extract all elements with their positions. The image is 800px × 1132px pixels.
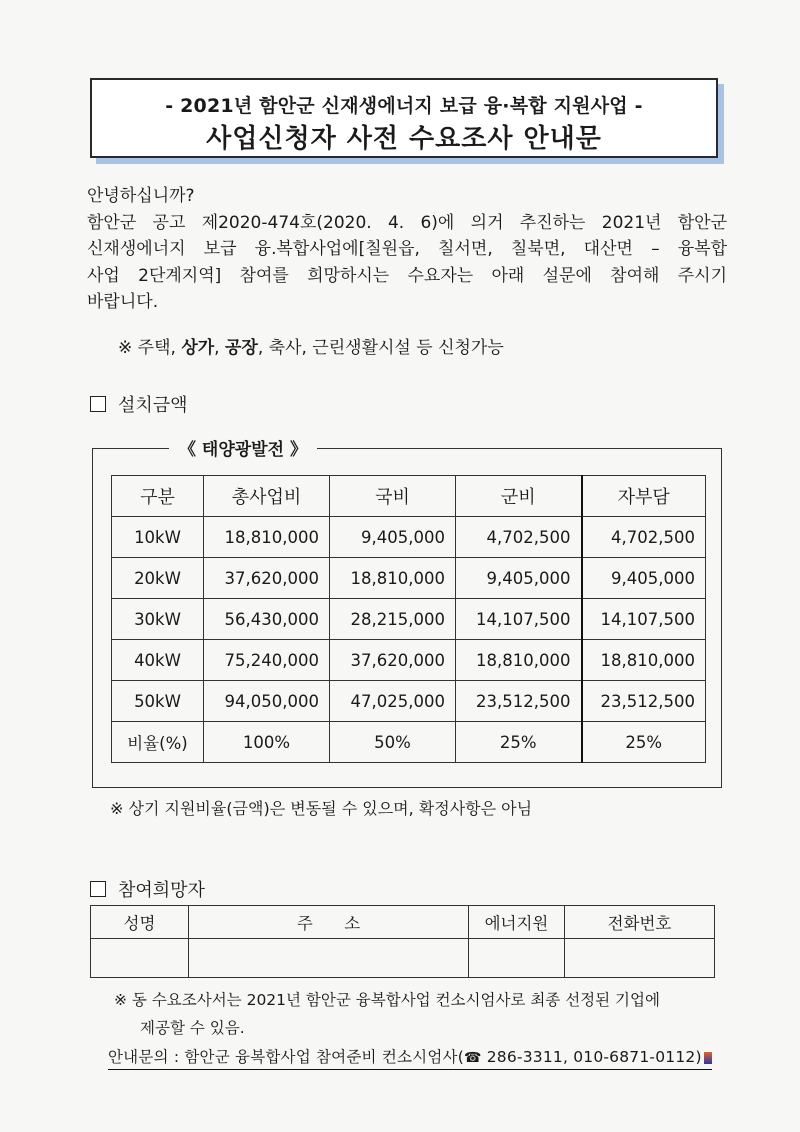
support-ratio-note: ※ 상기 지원비율(금액)은 변동될 수 있으며, 확정사항은 아님 [110,799,533,818]
header-category: 구분 [112,476,204,517]
cell-national: 28,215,000 [330,599,456,640]
cell-county: 18,810,000 [456,640,582,681]
ratio-national: 50% [330,722,456,763]
section-install-amount [90,391,188,417]
cell-self: 23,512,500 [582,681,706,722]
ratio-self: 25% [582,722,706,763]
cell-self: 4,702,500 [582,517,706,558]
header-phone: 전화번호 [565,906,715,939]
participant-header-row [91,906,715,939]
cell-national: 37,620,000 [330,640,456,681]
address-field[interactable] [189,939,469,978]
cell-county: 23,512,500 [456,681,582,722]
section-participant [90,876,205,902]
cell-total: 56,430,000 [204,599,330,640]
cell-national: 9,405,000 [330,517,456,558]
cell-self: 18,810,000 [582,640,706,681]
contact-label: 안내문의 : 함안군 융복합사업 참여준비 컨소시엄사( [108,1048,464,1066]
ratio-row [112,722,706,763]
cell-self: 14,107,500 [582,599,706,640]
header-national: 국비 [330,476,456,517]
header-name: 성명 [91,906,189,939]
note-line-2: 제공할 수 있음. [140,1019,245,1037]
data-sharing-note [114,986,660,1042]
note-line-1: ※ 동 수요조사서는 2021년 함안군 융복합사업 컨소시엄사로 최종 선정된 기업에 [114,991,660,1009]
note-separator: , [214,338,225,358]
note-prefix: ※ 주택, [118,338,182,358]
cell-national: 18,810,000 [330,558,456,599]
cell-self: 9,405,000 [582,558,706,599]
checkbox-icon[interactable] [90,396,106,412]
note-bold-factory: 공장 [224,338,258,358]
header-address: 주 소 [189,906,469,939]
contact-numbers: 286-3311, 010-6871-0112) [481,1048,702,1066]
ratio-county: 25% [456,722,582,763]
row-capacity: 30kW [112,599,204,640]
ratio-label: 비율(%) [112,722,204,763]
row-capacity: 40kW [112,640,204,681]
solar-section-frame [92,440,722,788]
header-energy-source: 에너지원 [469,906,565,939]
eligible-facilities-note [118,333,504,358]
page-title: 사업신청자 사전 수요조사 안내문 [206,124,602,154]
table-row [112,558,706,599]
row-capacity: 20kW [112,558,204,599]
cell-total: 18,810,000 [204,517,330,558]
name-field[interactable] [91,939,189,978]
cell-national: 47,025,000 [330,681,456,722]
checkbox-icon[interactable] [90,881,106,897]
solar-cost-table [111,475,706,763]
phone-icon: ☎ [463,1050,482,1066]
solar-legend: 《 태양광발전 》 [169,435,317,460]
table-row [112,681,706,722]
cell-county: 14,107,500 [456,599,582,640]
participant-table [90,905,715,978]
cell-total: 75,240,000 [204,640,330,681]
greeting: 안녕하십니까? [87,186,195,206]
title-box [90,78,718,158]
table-header-row [112,476,706,517]
energy-source-field[interactable] [469,939,565,978]
table-row [112,517,706,558]
contact-info [108,1045,712,1070]
intro-line-3: 사업 2단계지역] 참여를 희망하시는 수요자는 아래 설문에 참여해 주시기 [87,265,727,286]
note-bold-commercial: 상가 [181,338,215,358]
header-county: 군비 [456,476,582,517]
table-row [112,640,706,681]
section-label: 설치금액 [118,395,188,416]
table-row [112,599,706,640]
header-total-cost: 총사업비 [204,476,330,517]
row-capacity: 50kW [112,681,204,722]
section-label: 참여희망자 [118,880,205,901]
intro-text [87,183,727,316]
intro-line-2: 신재생에너지 보급 융.복합사업에[칠원읍, 칠서면, 칠북면, 대산면 – 융복합 [87,239,727,259]
intro-line-1: 함안군 공고 제2020-474호(2020. 4. 6)에 의거 추진하는 2021년 함안군 [87,212,727,233]
ratio-total: 100% [204,722,330,763]
cell-total: 94,050,000 [204,681,330,722]
intro-line-4: 바랍니다. [87,292,159,312]
phone-field[interactable] [565,939,715,978]
header-self-pay: 자부담 [582,476,706,517]
cell-county: 4,702,500 [456,517,582,558]
row-capacity: 10kW [112,517,204,558]
participant-input-row [91,939,715,978]
cell-total: 37,620,000 [204,558,330,599]
cell-county: 9,405,000 [456,558,582,599]
note-suffix: , 축사, 근린생활시설 등 신청가능 [257,338,504,358]
header-subtitle: - 2021년 함안군 신재생에너지 보급 융·복합 지원사업 - [165,95,643,117]
ribbon-mark-icon [704,1052,712,1064]
